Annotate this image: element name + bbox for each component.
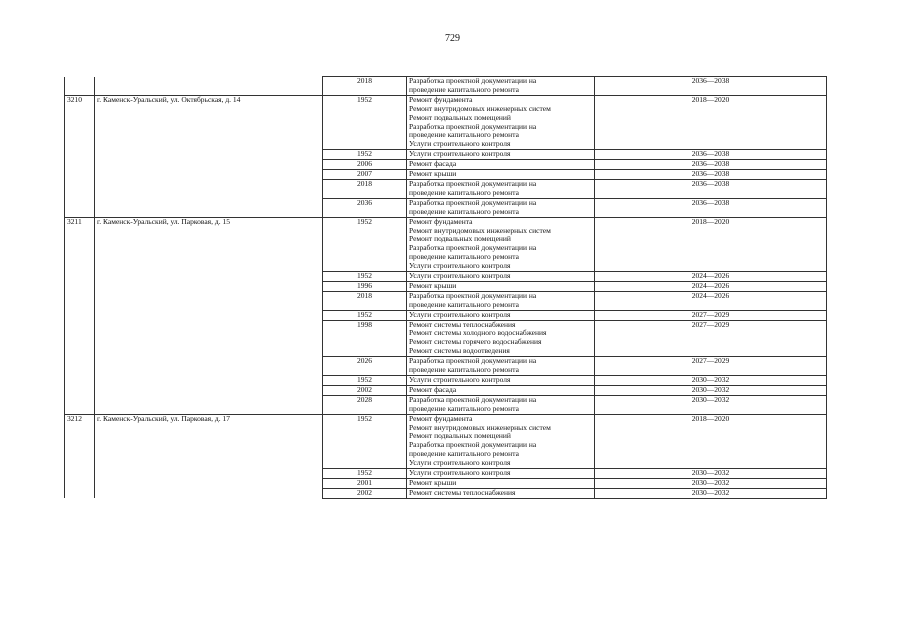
period-cell: 2030—2032 [595,376,827,386]
work-type-line: Разработка проектной документации на [409,440,537,450]
year-cell: 2007 [323,170,407,180]
work-types-cell [407,281,595,291]
work-type-line: Ремонт крыши [409,478,457,487]
table-row [65,77,827,96]
work-type-line: Услуги строительного контроля [409,468,511,478]
work-types-cell [407,310,595,320]
year-cell: 2036 [323,198,407,217]
year-cell: 2002 [323,385,407,395]
work-types-cell [407,272,595,282]
address-cell [95,77,323,96]
work-type-line: проведение капитального ремонта [409,187,519,197]
capital-repair-table [64,76,827,499]
period-cell: 2018—2020 [595,95,827,149]
work-type-line: Ремонт внутридомовых инженерных систем [409,225,551,235]
house-number-cell: 3211 [65,217,95,414]
work-type-line: Разработка проектной документации на [409,243,537,253]
work-type-line: Услуги строительного контроля [409,458,511,468]
work-types-cell [407,170,595,180]
year-cell: 1998 [323,320,407,357]
work-types-cell [407,385,595,395]
address-cell: г. Каменск-Уральский, ул. Парковая, д. 15 [95,217,323,414]
year-cell: 1996 [323,281,407,291]
period-cell: 2018—2020 [595,414,827,468]
work-type-line: Услуги строительного контроля [409,375,511,384]
work-type-line: Разработка проектной документации на [409,395,537,404]
year-cell: 1952 [323,217,407,271]
work-types-cell [407,357,595,376]
work-types-cell [407,376,595,386]
table-body [65,77,827,499]
year-cell: 2006 [323,160,407,170]
year-cell: 2018 [323,291,407,310]
period-cell: 2030—2032 [595,395,827,414]
work-type-line: проведение капитального ремонта [409,365,519,375]
work-type-line: Ремонт фундамента [409,217,473,226]
work-types-cell [407,291,595,310]
year-cell: 2001 [323,478,407,488]
work-type-line: Ремонт подвальных помещений [409,112,511,122]
work-type-line: Ремонт фундамента [409,95,473,104]
work-type-line: проведение капитального ремонта [409,252,519,262]
work-type-line: Ремонт системы теплоснабжения [409,320,516,329]
house-number-cell: 3210 [65,95,95,217]
work-types-cell [407,179,595,198]
house-number-cell [65,77,95,96]
work-type-line: Ремонт крыши [409,169,457,179]
year-cell: 2018 [323,77,407,96]
work-type-line: Ремонт подвальных помещений [409,234,511,244]
work-type-line: Разработка проектной документации на [409,179,537,188]
work-types-cell [407,95,595,149]
year-cell: 1952 [323,95,407,149]
year-cell: 2026 [323,357,407,376]
period-cell: 2024—2026 [595,272,827,282]
work-types-cell [407,198,595,217]
work-type-line: проведение капитального ремонта [409,130,519,140]
work-type-line: проведение капитального ремонта [409,206,519,216]
year-cell: 2002 [323,488,407,498]
period-cell: 2036—2038 [595,150,827,160]
work-types-cell [407,414,595,468]
work-type-line: Ремонт внутридомовых инженерных систем [409,422,551,432]
year-cell: 1952 [323,272,407,282]
work-type-line: Разработка проектной документации на [409,198,537,207]
work-type-line: Разработка проектной документации на [409,356,537,366]
period-cell: 2027—2029 [595,357,827,376]
work-type-line: Ремонт фасада [409,385,457,394]
work-types-cell [407,150,595,160]
work-type-line: Ремонт системы горячего водоснабжения [409,337,542,347]
address-cell: г. Каменск-Уральский, ул. Октябрьская, д. 14 [95,95,323,217]
house-number-cell: 3212 [65,414,95,498]
work-type-line: Разработка проектной документации на [409,76,537,85]
work-type-line: проведение капитального ремонта [409,84,519,94]
period-cell: 2036—2038 [595,198,827,217]
work-type-line: Ремонт системы холодного водоснабжения [409,328,547,338]
work-type-line: Ремонт крыши [409,281,457,290]
table-row [65,414,827,468]
work-type-line: Ремонт фундамента [409,414,473,423]
work-type-line: Разработка проектной документации на [409,291,537,300]
work-type-line: Ремонт системы водоотведения [409,346,510,356]
work-type-line: Услуги строительного контроля [409,139,511,149]
period-cell: 2018—2020 [595,217,827,271]
work-types-cell [407,217,595,271]
period-cell: 2036—2038 [595,77,827,96]
year-cell: 1952 [323,469,407,479]
period-cell: 2024—2026 [595,291,827,310]
period-cell: 2036—2038 [595,179,827,198]
period-cell: 2027—2029 [595,310,827,320]
year-cell: 1952 [323,376,407,386]
period-cell: 2030—2032 [595,488,827,498]
year-cell: 2018 [323,179,407,198]
period-cell: 2030—2032 [595,385,827,395]
year-cell: 2028 [323,395,407,414]
work-types-cell [407,160,595,170]
work-type-line: Услуги строительного контроля [409,310,511,319]
work-types-cell [407,77,595,96]
work-type-line: Услуги строительного контроля [409,149,511,159]
work-types-cell [407,395,595,414]
work-type-line: Услуги строительного контроля [409,261,511,271]
work-types-cell [407,478,595,488]
year-cell: 1952 [323,310,407,320]
work-type-line: Ремонт внутридомовых инженерных систем [409,103,551,113]
period-cell: 2030—2032 [595,478,827,488]
work-types-cell [407,320,595,357]
period-cell: 2027—2029 [595,320,827,357]
table-row [65,95,827,149]
period-cell: 2024—2026 [595,281,827,291]
period-cell: 2036—2038 [595,170,827,180]
work-type-line: Услуги строительного контроля [409,271,511,281]
work-type-line: проведение капитального ремонта [409,403,519,413]
year-cell: 1952 [323,414,407,468]
work-types-cell [407,469,595,479]
period-cell: 2036—2038 [595,160,827,170]
work-type-line: Разработка проектной документации на [409,121,537,131]
work-type-line: проведение капитального ремонта [409,449,519,459]
work-type-line: проведение капитального ремонта [409,299,519,309]
work-type-line: Ремонт фасада [409,159,457,169]
year-cell: 1952 [323,150,407,160]
work-types-cell [407,488,595,498]
work-type-line: Ремонт подвальных помещений [409,431,511,441]
work-type-line: Ремонт системы теплоснабжения [409,488,516,497]
address-cell: г. Каменск-Уральский, ул. Парковая, д. 17 [95,414,323,498]
table-row [65,217,827,271]
period-cell: 2030—2032 [595,469,827,479]
page-number: 729 [445,33,460,44]
